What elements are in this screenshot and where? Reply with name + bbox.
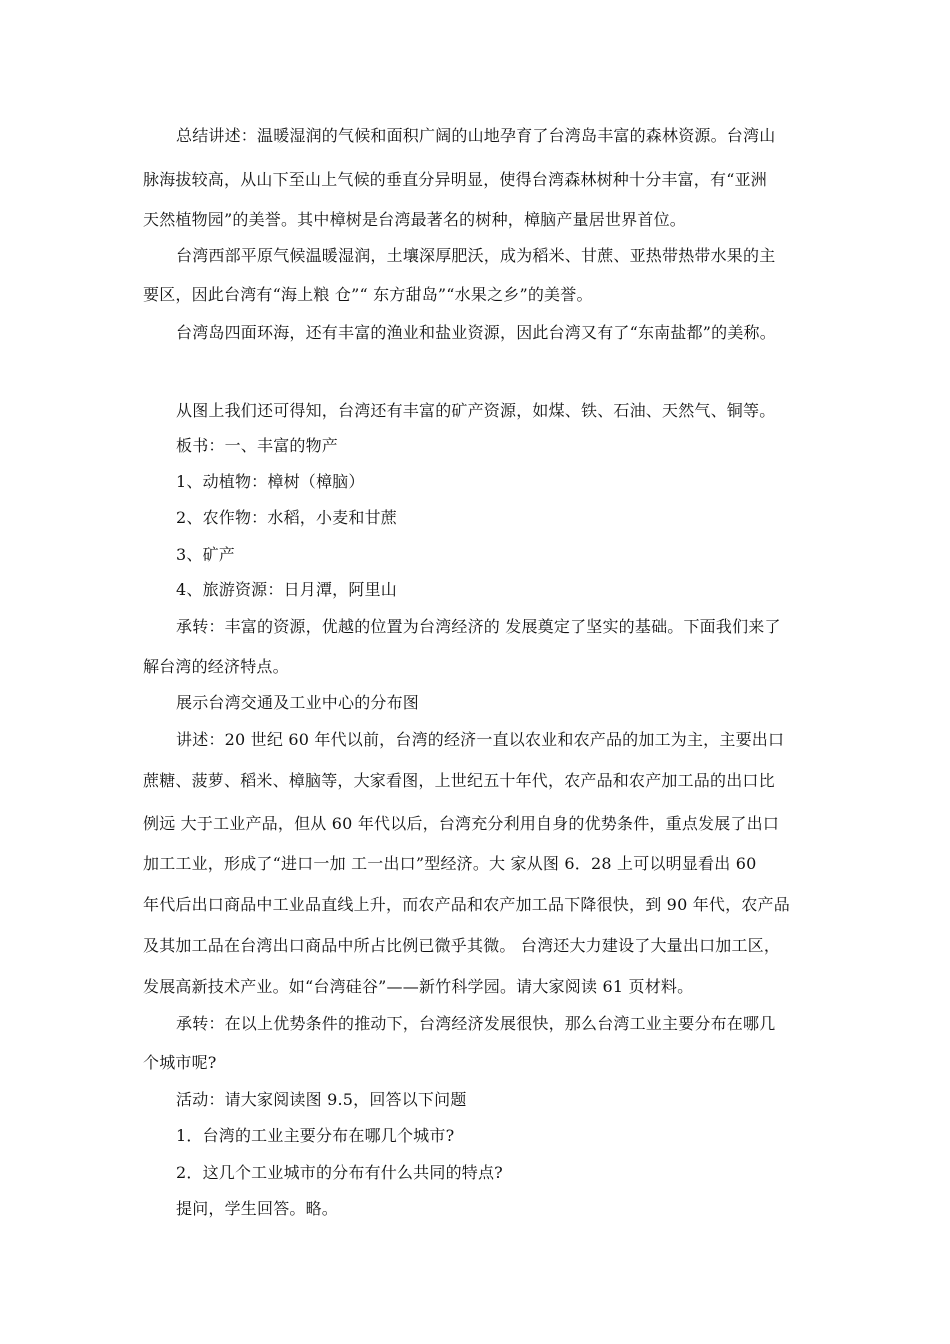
text-line: 板书：一、丰富的物产 [176,436,339,455]
text-line: 提问，学生回答。略。 [176,1199,339,1218]
text-line: 例远 大于工业产品，但从 60 年代以后，台湾充分利用自身的优势条件，重点发展了出口 [143,814,780,833]
text-line: 及其加工品在台湾出口商品中所占比例已微乎其微。 台湾还大力建设了大量出口加工区， [143,936,781,955]
text-line: 讲述：20 世纪 60 年代以前，台湾的经济一直以农业和农产品的加工为主，主要出口 [176,730,785,749]
text-line: 年代后出口商品中工业品直线上升，而农产品和农产加工品下降很快，到 90 年代，农产品 [143,895,790,914]
text-line: 1．台湾的工业主要分布在哪几个城市? [176,1126,455,1145]
text-line: 1、动植物：樟树（樟脑） [176,472,365,491]
text-line: 台湾西部平原气候温暖湿润，土壤深厚肥沃，成为稻米、甘蔗、亚热带热带水果的主 [176,246,776,265]
text-line: 个城市呢? [143,1053,217,1072]
text-line: 承转：在以上优势条件的推动下，台湾经济发展很快，那么台湾工业主要分布在哪几 [176,1014,776,1033]
text-line: 天然植物园”的美誉。其中樟树是台湾最著名的树种，樟脑产量居世界首位。 [143,210,686,229]
text-line: 发展高新技术产业。如“台湾硅谷”——新竹科学园。请大家阅读 61 页材料。 [143,977,694,996]
text-line: 3、矿产 [176,545,235,564]
text-line: 解台湾的经济特点。 [143,657,289,676]
text-line: 总结讲述：温暖湿润的气候和面积广阔的山地孕育了台湾岛丰富的森林资源。台湾山 [176,126,776,145]
text-line: 2．这几个工业城市的分布有什么共同的特点? [176,1163,503,1182]
text-line: 台湾岛四面环海，还有丰富的渔业和盐业资源，因此台湾又有了“东南盐都”的美称。 [176,323,776,342]
text-line: 加工工业，形成了“进口一加 工一出口”型经济。大 家从图 6．28 上可以明显看出 60 [143,854,757,873]
text-line: 活动：请大家阅读图 9.5，回答以下问题 [176,1090,467,1109]
text-line: 承转：丰富的资源，优越的位置为台湾经济的 发展奠定了坚实的基础。下面我们来了 [176,617,781,636]
text-line: 2、农作物：水稻，小麦和甘蔗 [176,508,397,527]
text-line: 从图上我们还可得知，台湾还有丰富的矿产资源，如煤、铁、石油、天然气、铜等。 [176,401,776,420]
text-line: 蔗糖、菠萝、稻米、樟脑等，大家看图，上世纪五十年代，农产品和农产加工品的出口比 [143,771,775,790]
text-line: 要区，因此台湾有“海上粮 仓”“ 东方甜岛”“水果之乡”的美誉。 [143,285,593,304]
text-line: 展示台湾交通及工业中心的分布图 [176,693,420,712]
text-line: 4、旅游资源：日月潭，阿里山 [176,580,397,599]
text-line: 脉海拔较高，从山下至山上气候的垂直分异明显，使得台湾森林树种十分丰富，有“亚洲 [143,170,767,189]
